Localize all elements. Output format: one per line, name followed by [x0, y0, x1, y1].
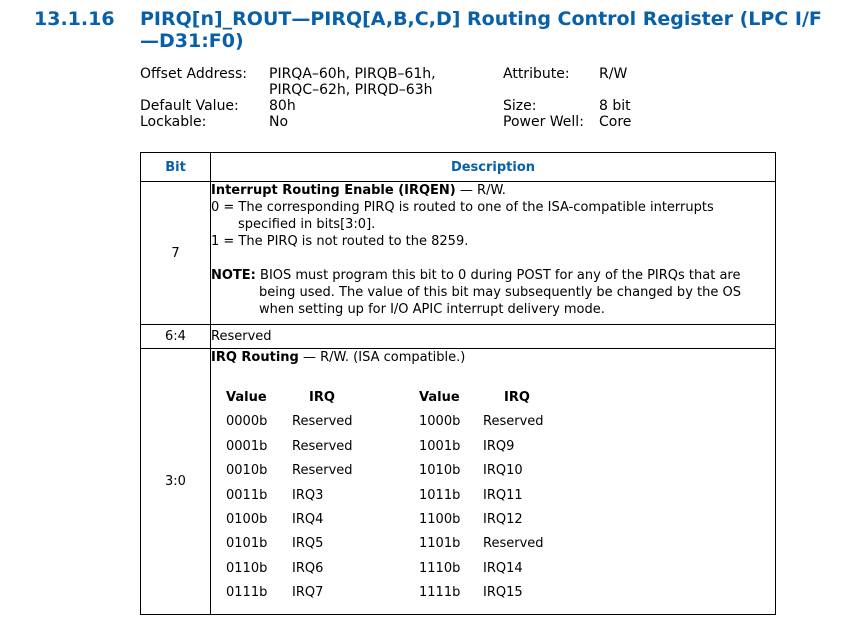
- irq-value-cell: 1110b: [419, 560, 461, 576]
- irq-value-cell: 1101b: [419, 536, 461, 552]
- irq-name-cell: IRQ9: [483, 438, 515, 454]
- irq-value-cell: 1010b: [419, 463, 461, 479]
- irq-routing-grid: [226, 386, 775, 606]
- meta-labels-right: [503, 66, 584, 130]
- field-line: specified in bits[3:0].: [238, 217, 376, 232]
- irq-value-cell: 1011b: [419, 487, 461, 503]
- irq-value-cell: 0101b: [226, 536, 268, 552]
- irq-value-cell: 0000b: [226, 414, 268, 430]
- irq-value-cell: 0100b: [226, 511, 268, 527]
- attribute-value: R/W: [599, 66, 628, 82]
- irq-value-cell: 0010b: [226, 463, 268, 479]
- irq-name-cell: IRQ11: [483, 487, 523, 503]
- irq-name-cell: IRQ12: [483, 511, 523, 527]
- field-line: 1 = The PIRQ is not routed to the 8259.: [211, 234, 469, 249]
- irq-name-cell: IRQ3: [292, 487, 324, 503]
- irq-name-cell: IRQ7: [292, 585, 324, 601]
- irq-name-cell: Reserved: [483, 414, 544, 430]
- size-value: 8 bit: [599, 98, 631, 114]
- description-cell: Reserved: [211, 325, 776, 349]
- irq-name-cell: Reserved: [292, 414, 353, 430]
- field-access: — R/W. (ISA compatible.): [298, 350, 466, 365]
- field-title: [211, 349, 775, 366]
- offset-label: Offset Address:: [140, 66, 247, 82]
- irq-column-header: IRQ: [504, 390, 530, 405]
- table-row: [141, 182, 776, 325]
- default-label: Default Value:: [140, 98, 239, 114]
- power-label: Power Well:: [503, 114, 584, 130]
- irq-value-cell: 0001b: [226, 438, 268, 454]
- field-line: 0 = The corresponding PIRQ is routed to one of the ISA-compatible interrupts: [211, 200, 714, 215]
- field-name: IRQ Routing: [211, 350, 299, 365]
- irq-value-cell: 1100b: [419, 511, 461, 527]
- value-column-header: Value: [419, 390, 460, 405]
- irq-name-cell: IRQ4: [292, 511, 324, 527]
- irq-value-cell: 1000b: [419, 414, 461, 430]
- table-row: [141, 325, 776, 349]
- value-column-header: Value: [226, 390, 267, 405]
- note-label: NOTE:: [211, 268, 256, 283]
- note-line: being used. The value of this bit may subsequently be changed by the OS: [259, 285, 741, 300]
- irq-name-cell: Reserved: [483, 536, 544, 552]
- irq-name-cell: IRQ10: [483, 463, 523, 479]
- description-cell: [211, 349, 776, 615]
- section-number: 13.1.16: [34, 8, 115, 30]
- bit-cell: 3:0: [141, 349, 211, 615]
- bit-cell: 6:4: [141, 325, 211, 349]
- irq-value-cell: 1001b: [419, 438, 461, 454]
- meta-values-right: [599, 66, 631, 130]
- bit-cell: 7: [141, 182, 211, 325]
- default-value: 80h: [269, 98, 296, 114]
- irq-name-cell: IRQ5: [292, 536, 324, 552]
- description-header: Description: [211, 153, 776, 182]
- bit-header: Bit: [141, 153, 211, 182]
- irq-name-cell: Reserved: [292, 438, 353, 454]
- irq-name-cell: IRQ14: [483, 560, 523, 576]
- irq-name-cell: IRQ15: [483, 585, 523, 601]
- table-row: [141, 349, 776, 615]
- table-header-row: [141, 153, 776, 182]
- irq-column-header: IRQ: [309, 390, 335, 405]
- irq-value-cell: 0110b: [226, 560, 268, 576]
- offset-value-cont: PIRQC–62h, PIRQD–63h: [269, 82, 433, 98]
- note-text: BIOS must program this bit to 0 during POST for any of the PIRQs that are: [255, 268, 741, 283]
- meta-values: [269, 66, 436, 130]
- field-title: [211, 182, 775, 199]
- attribute-label: Attribute:: [503, 66, 570, 82]
- irq-value-cell: 0111b: [226, 585, 268, 601]
- irq-value-cell: 0011b: [226, 487, 268, 503]
- note-line: [211, 267, 775, 284]
- section-title: PIRQ[n]_ROUT—PIRQ[A,B,C,D] Routing Control Register (LPC I/F—D31:F0): [140, 8, 822, 52]
- lockable-label: Lockable:: [140, 114, 207, 130]
- description-cell: [211, 182, 776, 325]
- lockable-value: No: [269, 114, 289, 130]
- irq-value-cell: 1111b: [419, 585, 461, 601]
- note-line: when setting up for I/O APIC interrupt delivery mode.: [259, 302, 605, 317]
- size-label: Size:: [503, 98, 537, 114]
- power-value: Core: [599, 114, 632, 130]
- field-name: Interrupt Routing Enable (IRQEN): [211, 183, 456, 198]
- register-table: [140, 152, 776, 615]
- meta-labels: [140, 66, 247, 130]
- irq-name-cell: Reserved: [292, 463, 353, 479]
- offset-value: PIRQA–60h, PIRQB–61h,: [269, 66, 436, 82]
- irq-name-cell: IRQ6: [292, 560, 324, 576]
- field-access: — R/W.: [455, 183, 506, 198]
